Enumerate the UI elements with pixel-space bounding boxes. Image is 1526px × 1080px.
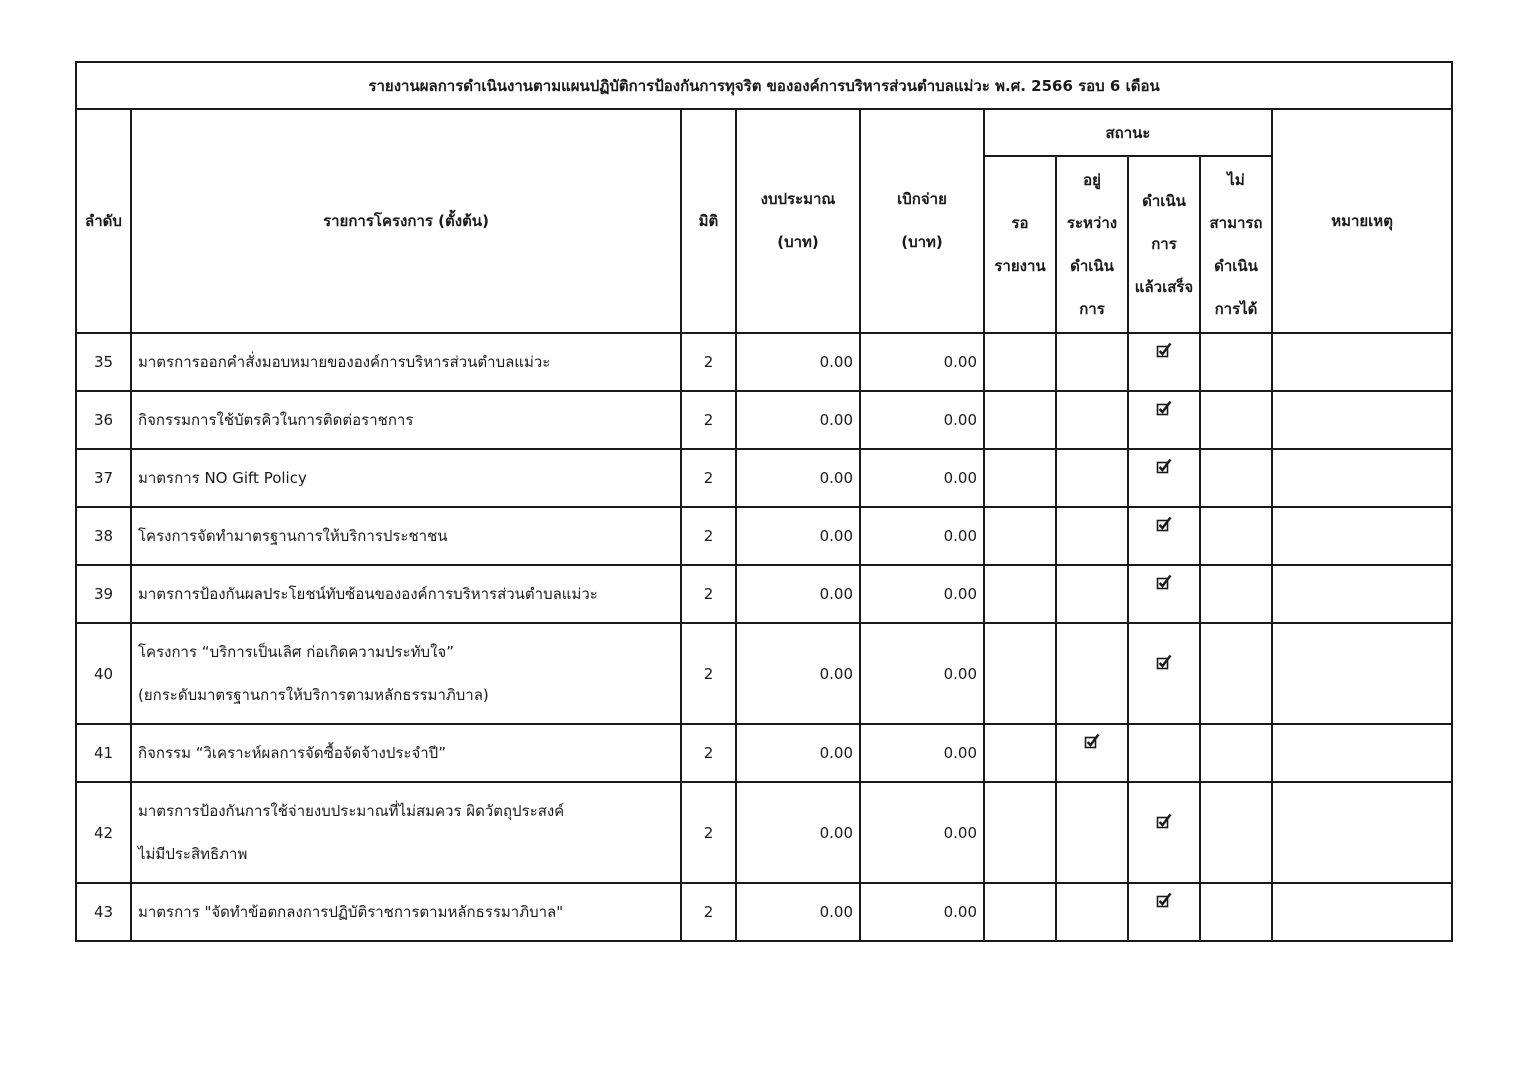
- row-disbursed: 0.00: [860, 449, 984, 507]
- status-cell-pending: [984, 391, 1056, 449]
- row-remarks: [1272, 507, 1452, 565]
- row-disbursed: 0.00: [860, 507, 984, 565]
- status-cell-pending: [984, 333, 1056, 391]
- header-disbursed-line-2: (บาท): [901, 233, 943, 251]
- header-status-done-line-1: ดำเนิน: [1142, 192, 1186, 210]
- checked-box-icon: [1156, 654, 1172, 670]
- status-cell-in-progress: [1056, 449, 1128, 507]
- row-project-name-line-1: มาตรการ NO Gift Policy: [138, 468, 307, 487]
- status-cell-done: [1128, 623, 1200, 724]
- status-cell-done: [1128, 782, 1200, 883]
- row-dimension: 2: [681, 449, 736, 507]
- header-status-done: [1128, 156, 1200, 333]
- row-disbursed: 0.00: [860, 623, 984, 724]
- row-remarks: [1272, 565, 1452, 623]
- row-project-name: [131, 623, 681, 724]
- row-seq: 38: [76, 507, 131, 565]
- row-disbursed: 0.00: [860, 565, 984, 623]
- status-cell-unable: [1200, 724, 1272, 782]
- row-project-name: [131, 391, 681, 449]
- row-dimension: 2: [681, 883, 736, 941]
- row-project-name-line-1: มาตรการออกคำสั่งมอบหมายขององค์การบริหารส่วนตำบลแม่วะ: [138, 352, 551, 371]
- header-budget: [736, 109, 860, 333]
- report-title: รายงานผลการดำเนินงานตามแผนปฏิบัติการป้องกันการทุจริต ขององค์การบริหารส่วนตำบลแม่วะ พ.ศ. 2566 รอบ 6 เดือน: [76, 62, 1452, 109]
- row-project-name-line-2: (ยกระดับมาตรฐานการให้บริการตามหลักธรรมาภิบาล): [138, 685, 489, 704]
- row-disbursed: 0.00: [860, 782, 984, 883]
- table-row: [76, 782, 1452, 883]
- status-cell-done: [1128, 565, 1200, 623]
- header-budget-line-1: งบประมาณ: [760, 190, 836, 208]
- header-status-unable-line-1: ไม่: [1227, 170, 1245, 189]
- row-dimension: 2: [681, 724, 736, 782]
- row-disbursed: 0.00: [860, 724, 984, 782]
- row-budget: 0.00: [736, 449, 860, 507]
- status-cell-unable: [1200, 507, 1272, 565]
- row-budget: 0.00: [736, 782, 860, 883]
- checked-box-icon: [1084, 733, 1100, 749]
- row-project-name-line-1: โครงการจัดทำมาตรฐานการให้บริการประชาชน: [138, 526, 448, 545]
- header-dimension: มิติ: [681, 109, 736, 333]
- status-cell-unable: [1200, 333, 1272, 391]
- row-remarks: [1272, 391, 1452, 449]
- row-project-name: [131, 724, 681, 782]
- header-status-in-progress-line-4: การ: [1079, 299, 1105, 318]
- row-project-name: [131, 333, 681, 391]
- row-disbursed: 0.00: [860, 883, 984, 941]
- checked-box-icon: [1156, 342, 1172, 358]
- header-disbursed-line-1: เบิกจ่าย: [897, 190, 947, 208]
- status-cell-in-progress: [1056, 782, 1128, 883]
- row-project-name: [131, 449, 681, 507]
- report-body: [76, 333, 1452, 941]
- row-remarks: [1272, 724, 1452, 782]
- status-cell-pending: [984, 565, 1056, 623]
- row-dimension: 2: [681, 782, 736, 883]
- header-status-unable-line-2: สามารถ: [1209, 213, 1263, 232]
- table-row: [76, 391, 1452, 449]
- header-status: สถานะ: [984, 109, 1272, 156]
- status-cell-unable: [1200, 449, 1272, 507]
- status-cell-in-progress: [1056, 623, 1128, 724]
- status-cell-done: [1128, 724, 1200, 782]
- row-budget: 0.00: [736, 507, 860, 565]
- row-dimension: 2: [681, 333, 736, 391]
- header-status-in-progress-line-2: ระหว่าง: [1066, 213, 1118, 232]
- status-cell-in-progress: [1056, 507, 1128, 565]
- row-seq: 36: [76, 391, 131, 449]
- header-status-in-progress-line-1: อยู่: [1083, 170, 1101, 189]
- status-cell-done: [1128, 333, 1200, 391]
- status-cell-done: [1128, 507, 1200, 565]
- table-row: [76, 449, 1452, 507]
- report-table: [75, 61, 1453, 942]
- row-seq: 42: [76, 782, 131, 883]
- row-remarks: [1272, 333, 1452, 391]
- status-cell-done: [1128, 449, 1200, 507]
- table-row: [76, 883, 1452, 941]
- header-remarks: หมายเหตุ: [1272, 109, 1452, 333]
- status-cell-in-progress: [1056, 333, 1128, 391]
- table-row: [76, 507, 1452, 565]
- row-budget: 0.00: [736, 391, 860, 449]
- status-cell-done: [1128, 883, 1200, 941]
- table-row: [76, 565, 1452, 623]
- row-seq: 40: [76, 623, 131, 724]
- status-cell-unable: [1200, 782, 1272, 883]
- header-project: รายการโครงการ (ตั้งต้น): [131, 109, 681, 333]
- row-project-name-line-1: มาตรการป้องกันผลประโยชน์ทับซ้อนขององค์การบริหารส่วนตำบลแม่วะ: [138, 584, 598, 603]
- row-budget: 0.00: [736, 724, 860, 782]
- row-remarks: [1272, 782, 1452, 883]
- table-row: [76, 623, 1452, 724]
- table-row: [76, 333, 1452, 391]
- row-disbursed: 0.00: [860, 391, 984, 449]
- row-seq: 37: [76, 449, 131, 507]
- row-project-name-line-1: มาตรการป้องกันการใช้จ่ายงบประมาณที่ไม่สมควร ผิดวัตถุประสงค์: [138, 801, 565, 820]
- row-project-name: [131, 883, 681, 941]
- row-disbursed: 0.00: [860, 333, 984, 391]
- checked-box-icon: [1156, 574, 1172, 590]
- row-seq: 39: [76, 565, 131, 623]
- row-dimension: 2: [681, 507, 736, 565]
- header-status-pending-line-1: รอ: [1011, 213, 1029, 232]
- row-dimension: 2: [681, 623, 736, 724]
- row-budget: 0.00: [736, 333, 860, 391]
- status-cell-in-progress: [1056, 724, 1128, 782]
- row-remarks: [1272, 449, 1452, 507]
- header-status-unable-line-4: การได้: [1214, 299, 1258, 318]
- checked-box-icon: [1156, 516, 1172, 532]
- status-cell-unable: [1200, 565, 1272, 623]
- status-cell-done: [1128, 391, 1200, 449]
- row-project-name: [131, 782, 681, 883]
- table-row: [76, 724, 1452, 782]
- row-budget: 0.00: [736, 565, 860, 623]
- header-status-done-line-2: การ: [1151, 235, 1177, 253]
- status-cell-pending: [984, 507, 1056, 565]
- header-status-in-progress: [1056, 156, 1128, 333]
- checked-box-icon: [1156, 892, 1172, 908]
- status-cell-unable: [1200, 883, 1272, 941]
- checked-box-icon: [1156, 813, 1172, 829]
- header-status-pending: [984, 156, 1056, 333]
- header-status-pending-line-2: รายงาน: [994, 256, 1046, 275]
- header-status-unable-line-3: ดำเนิน: [1214, 256, 1258, 275]
- header-budget-line-2: (บาท): [777, 233, 819, 251]
- row-seq: 35: [76, 333, 131, 391]
- row-project-name-line-1: กิจกรรมการใช้บัตรคิวในการติดต่อราชการ: [138, 410, 414, 429]
- row-dimension: 2: [681, 391, 736, 449]
- status-cell-in-progress: [1056, 391, 1128, 449]
- row-remarks: [1272, 623, 1452, 724]
- header-disbursed: [860, 109, 984, 333]
- status-cell-pending: [984, 449, 1056, 507]
- header-status-done-line-3: แล้วเสร็จ: [1134, 278, 1194, 296]
- row-dimension: 2: [681, 565, 736, 623]
- checked-box-icon: [1156, 400, 1172, 416]
- status-cell-pending: [984, 883, 1056, 941]
- row-project-name-line-1: กิจกรรม “วิเคราะห์ผลการจัดซื้อจัดจ้างประจำปี”: [138, 743, 446, 762]
- row-budget: 0.00: [736, 883, 860, 941]
- row-project-name-line-2: ไม่มีประสิทธิภาพ: [138, 844, 248, 863]
- status-cell-pending: [984, 623, 1056, 724]
- header-status-in-progress-line-3: ดำเนิน: [1070, 256, 1114, 275]
- row-seq: 43: [76, 883, 131, 941]
- status-cell-in-progress: [1056, 883, 1128, 941]
- row-project-name-line-1: มาตรการ "จัดทำข้อตกลงการปฏิบัติราชการตามหลักธรรมาภิบาล": [138, 902, 564, 921]
- status-cell-unable: [1200, 391, 1272, 449]
- status-cell-in-progress: [1056, 565, 1128, 623]
- row-project-name-line-1: โครงการ “บริการเป็นเลิศ ก่อเกิดความประทับใจ”: [138, 642, 454, 661]
- status-cell-pending: [984, 782, 1056, 883]
- status-cell-unable: [1200, 623, 1272, 724]
- checked-box-icon: [1156, 458, 1172, 474]
- row-project-name: [131, 507, 681, 565]
- row-seq: 41: [76, 724, 131, 782]
- row-remarks: [1272, 883, 1452, 941]
- row-budget: 0.00: [736, 623, 860, 724]
- header-seq: ลำดับ: [76, 109, 131, 333]
- status-cell-pending: [984, 724, 1056, 782]
- row-project-name: [131, 565, 681, 623]
- header-status-unable: [1200, 156, 1272, 333]
